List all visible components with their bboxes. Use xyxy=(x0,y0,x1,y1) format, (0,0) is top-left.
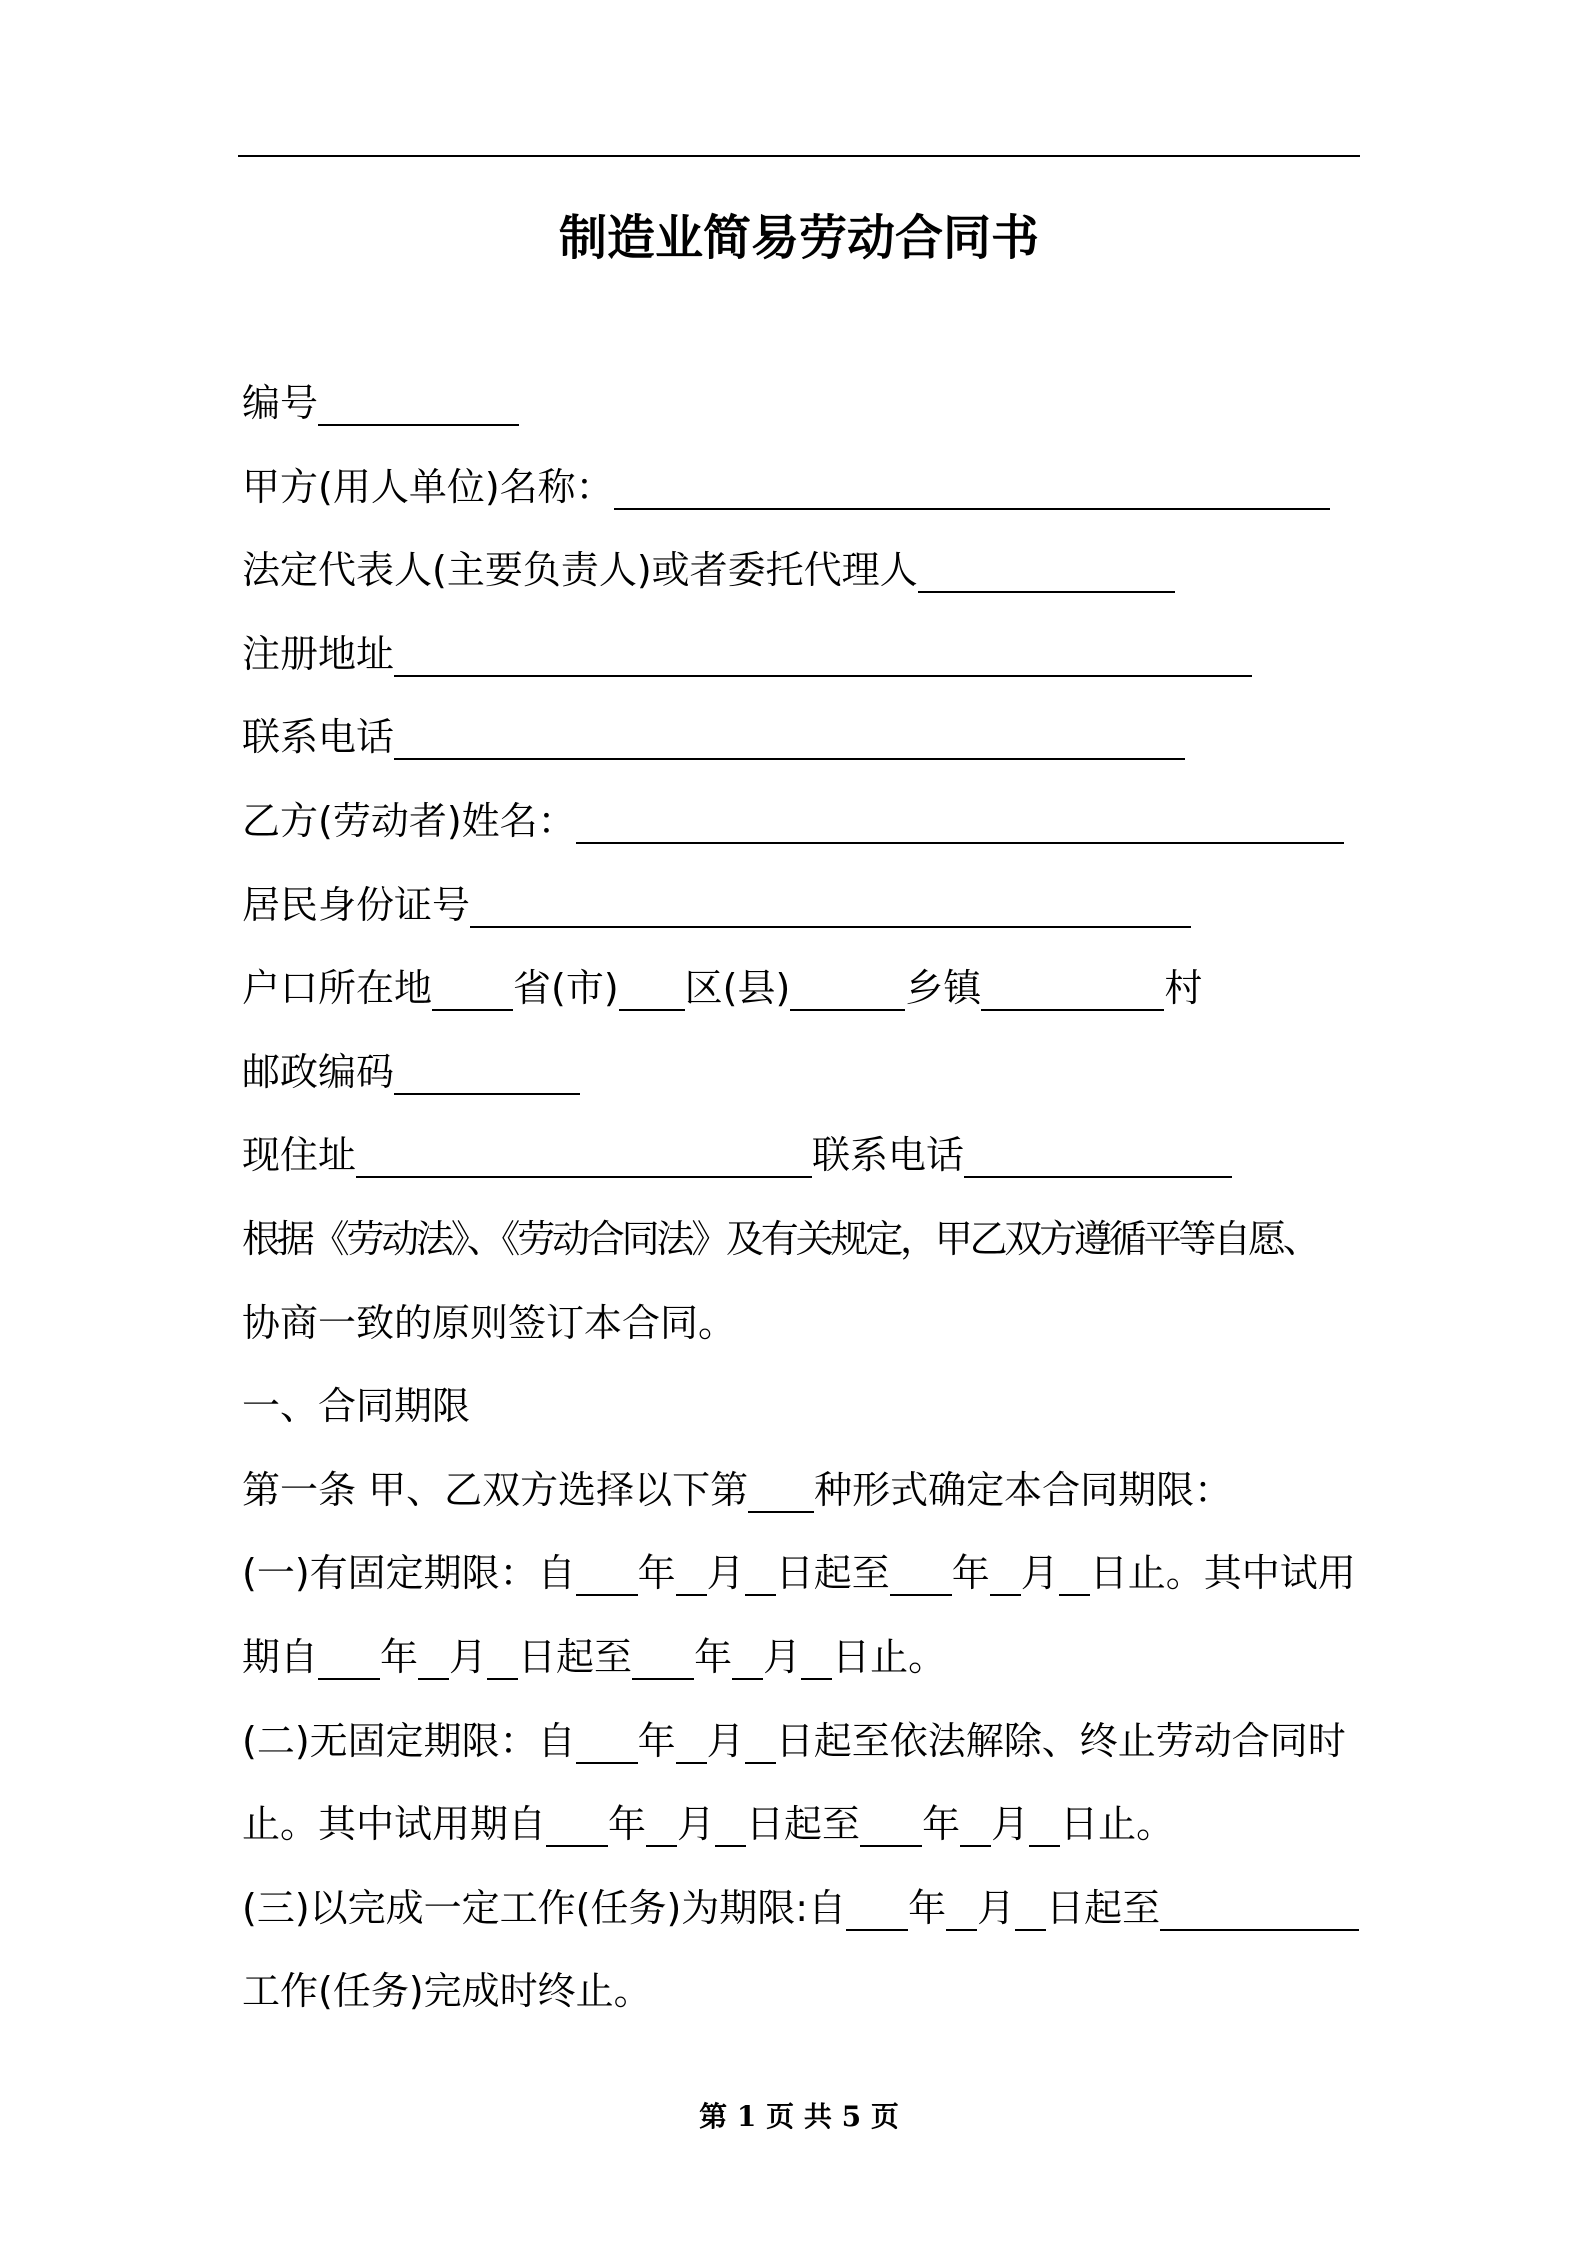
hukou-label: 户口所在地 xyxy=(242,966,433,1011)
option-text: 日止。 xyxy=(1060,1802,1175,1847)
hukou-village-blank xyxy=(981,979,1164,1011)
hukou-district-label: 区(县) xyxy=(684,966,791,1011)
day-blank xyxy=(1059,1564,1090,1596)
party-b-name-line xyxy=(242,780,1392,864)
day-blank xyxy=(715,1815,746,1847)
article-1-text: 第一条 甲、乙双方选择以下第 xyxy=(242,1467,749,1512)
month-label: 月 xyxy=(977,1885,1016,1930)
day-blank xyxy=(1029,1815,1060,1847)
year-blank xyxy=(632,1648,694,1680)
id-number-line xyxy=(242,864,1392,948)
year-label: 年 xyxy=(380,1634,419,1679)
month-label: 月 xyxy=(1020,1551,1059,1596)
month-blank xyxy=(990,1564,1021,1596)
year-label: 年 xyxy=(637,1718,676,1763)
option-text: 日起至依法解除、终止劳动合同时 xyxy=(775,1718,1346,1763)
year-blank xyxy=(318,1648,380,1680)
option-text: 工作(任务)完成时终止。 xyxy=(242,1969,652,2014)
header-rule xyxy=(238,155,1360,157)
option-1-line-2 xyxy=(242,1616,1392,1700)
year-blank xyxy=(890,1564,952,1596)
year-blank xyxy=(576,1732,638,1764)
party-b-phone-blank xyxy=(964,1146,1232,1178)
hukou-line xyxy=(242,947,1392,1031)
registered-address-label: 注册地址 xyxy=(242,631,395,676)
option-text: 日起至 xyxy=(518,1634,633,1679)
day-blank xyxy=(1015,1899,1046,1931)
hukou-township-label: 乡镇 xyxy=(905,966,982,1011)
preamble-text: 协商一致的原则签订本合同。 xyxy=(242,1300,737,1345)
postal-code-label: 邮政编码 xyxy=(242,1049,395,1094)
day-blank xyxy=(745,1732,776,1764)
id-number-blank xyxy=(470,896,1191,928)
option-text: 日止。其中试用 xyxy=(1089,1551,1356,1596)
option-text: (二)无固定期限：自 xyxy=(242,1718,576,1763)
party-a-phone-line xyxy=(242,696,1392,780)
id-number-label: 居民身份证号 xyxy=(242,882,471,927)
registered-address-line xyxy=(242,613,1392,697)
document-body xyxy=(242,362,1392,2034)
option-3-line-1 xyxy=(242,1867,1392,1951)
party-b-phone-label: 联系电话 xyxy=(812,1133,965,1178)
month-label: 月 xyxy=(677,1802,716,1847)
year-blank xyxy=(576,1564,638,1596)
option-text: 期自 xyxy=(242,1634,319,1679)
month-blank xyxy=(946,1899,977,1931)
party-a-name-label: 甲方(用人单位)名称： xyxy=(242,464,614,509)
postal-code-line xyxy=(242,1031,1392,1115)
year-label: 年 xyxy=(922,1802,961,1847)
option-text: 日起至 xyxy=(746,1802,861,1847)
year-blank xyxy=(546,1815,608,1847)
month-label: 月 xyxy=(706,1551,745,1596)
month-blank xyxy=(960,1815,991,1847)
month-blank xyxy=(676,1564,707,1596)
option-text: (三)以完成一定工作(任务)为期限:自 xyxy=(242,1885,847,1930)
option-text: 日止。 xyxy=(832,1634,947,1679)
month-blank xyxy=(676,1732,707,1764)
section-heading: 一、合同期限 xyxy=(242,1384,471,1429)
month-label: 月 xyxy=(991,1802,1030,1847)
article-1-line xyxy=(242,1449,1392,1533)
day-blank xyxy=(487,1648,518,1680)
month-label: 月 xyxy=(763,1634,802,1679)
year-label: 年 xyxy=(908,1885,947,1930)
contract-number-blank xyxy=(318,394,519,426)
current-address-blank xyxy=(356,1146,812,1178)
option-2-line-1 xyxy=(242,1700,1392,1784)
preamble-text: 根据《劳动法》、《劳动合同法》及有关规定，甲乙双方遵循平等自愿、 xyxy=(242,1216,1318,1261)
month-blank xyxy=(418,1648,449,1680)
preamble-line-2 xyxy=(242,1282,1392,1366)
hukou-province-label: 省(市) xyxy=(513,966,619,1011)
option-3-line-2 xyxy=(242,1950,1392,2034)
party-b-name-label: 乙方(劳动者)姓名： xyxy=(242,798,576,843)
year-label: 年 xyxy=(951,1551,990,1596)
preamble-line-1 xyxy=(242,1198,1392,1282)
article-1-text: 种形式确定本合同期限： xyxy=(814,1467,1233,1512)
year-label: 年 xyxy=(694,1634,733,1679)
hukou-village-label: 村 xyxy=(1164,966,1203,1011)
year-blank xyxy=(846,1899,908,1931)
document-title: 制造业简易劳动合同书 xyxy=(558,210,1039,266)
contract-number-label: 编号 xyxy=(242,381,319,425)
party-a-name-blank xyxy=(614,478,1330,510)
postal-code-blank xyxy=(394,1063,580,1095)
day-blank xyxy=(745,1564,776,1596)
option-1-line-1 xyxy=(242,1532,1392,1616)
party-a-phone-blank xyxy=(394,728,1185,760)
term-form-blank xyxy=(748,1481,814,1513)
option-text: (一)有固定期限：自 xyxy=(242,1551,576,1596)
hukou-township-blank xyxy=(790,979,905,1011)
option-text: 日起至 xyxy=(1046,1885,1161,1930)
month-label: 月 xyxy=(706,1718,745,1763)
year-label: 年 xyxy=(637,1551,676,1596)
party-a-name-line xyxy=(242,446,1392,530)
legal-representative-line xyxy=(242,529,1392,613)
option-text: 止。其中试用期自 xyxy=(242,1802,547,1847)
task-blank xyxy=(1160,1899,1359,1931)
option-text: 日起至 xyxy=(775,1551,890,1596)
registered-address-blank xyxy=(394,645,1252,677)
hukou-province-blank xyxy=(432,979,513,1011)
year-label: 年 xyxy=(608,1802,647,1847)
legal-representative-blank xyxy=(918,561,1175,593)
month-blank xyxy=(732,1648,763,1680)
option-2-line-2 xyxy=(242,1783,1392,1867)
party-b-name-blank xyxy=(576,812,1344,844)
contract-number-line xyxy=(242,362,1392,446)
current-address-line xyxy=(242,1114,1392,1198)
section-heading-line xyxy=(242,1365,1392,1449)
year-blank xyxy=(860,1815,922,1847)
month-label: 月 xyxy=(449,1634,488,1679)
current-address-label: 现住址 xyxy=(242,1133,357,1178)
day-blank xyxy=(801,1648,832,1680)
month-blank xyxy=(646,1815,677,1847)
legal-representative-label: 法定代表人(主要负责人)或者委托代理人 xyxy=(242,548,918,593)
page-indicator: 第 1 页 共 5 页 xyxy=(699,2100,899,2133)
party-a-phone-label: 联系电话 xyxy=(242,715,395,760)
hukou-district-blank xyxy=(619,979,685,1011)
